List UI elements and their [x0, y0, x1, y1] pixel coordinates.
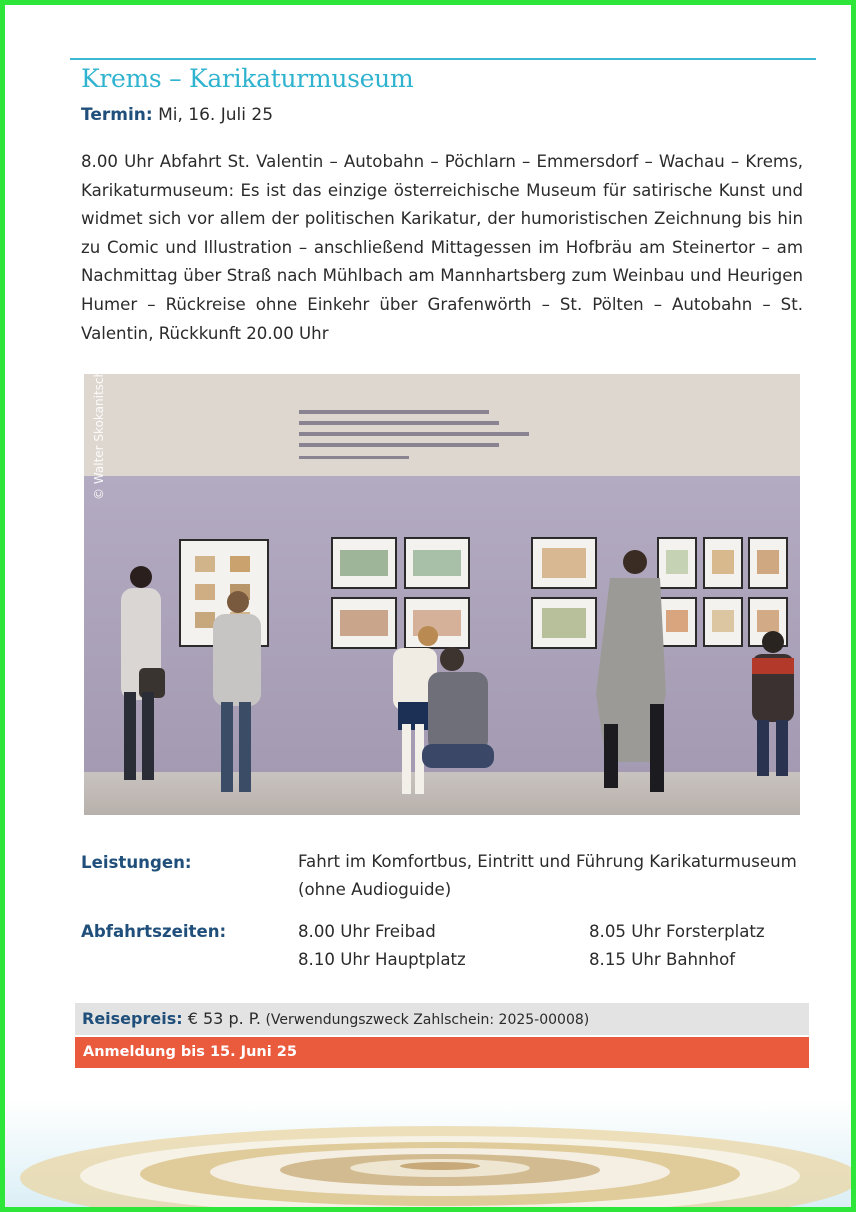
title-rule [70, 58, 816, 60]
museum-photo [84, 374, 800, 815]
date-value: Mi, 16. Juli 25 [152, 105, 274, 125]
page-title: Krems – Karikaturmuseum [81, 64, 414, 93]
departure-time-freibad: 8.00 Uhr Freibad [298, 922, 436, 941]
departure-time-forsterplatz: 8.05 Uhr Forsterplatz [589, 922, 765, 941]
date-line [81, 105, 273, 125]
museum-photo-illustration [84, 374, 800, 815]
departure-label: Abfahrtszeiten: [81, 922, 227, 941]
price-payment-reference: (Verwendungszweck Zahlschein: 2025-00008) [261, 1012, 590, 1028]
services-label: Leistungen: [81, 853, 192, 872]
price-value: € 53 p. P. [182, 1009, 262, 1028]
swirl-decoration [0, 1100, 856, 1212]
date-label: Termin: [81, 105, 153, 125]
registration-deadline: Anmeldung bis 15. Juni 25 [75, 1037, 809, 1068]
price-label: Reisepreis: [82, 1009, 183, 1028]
trip-description: 8.00 Uhr Abfahrt St. Valentin – Autobahn – Pöchlarn – Emmersdorf – Wachau – Krems, Karikaturmuseum: Es ist das einzige österreichische Museum für satirische Kunst und widmet sich vor allem der politischen Karikatur, der humoristischen Zeichnung bis hin zu Comic und Illustration – anschließend Mittagessen im Hofbräu am Steinertor – am Nachmittag über Straß nach Mühlbach am Mannhartsberg zum Weinbau und Heurigen Humer – Rückreise ohne Einkehr über Grafenwörth – St. Pölten – Autobahn – St. Valentin, Rückkunft 20.00 Uhr [81, 152, 803, 343]
services-value: Fahrt im Komfortbus, Eintritt und Führung Karikaturmuseum (ohne Audioguide) [298, 852, 797, 899]
price-bar [75, 1003, 809, 1035]
departure-time-hauptplatz: 8.10 Uhr Hauptplatz [298, 950, 466, 969]
photo-credit: © Walter Skokanitsch [92, 369, 106, 500]
departure-time-bahnhof: 8.15 Uhr Bahnhof [589, 950, 736, 969]
